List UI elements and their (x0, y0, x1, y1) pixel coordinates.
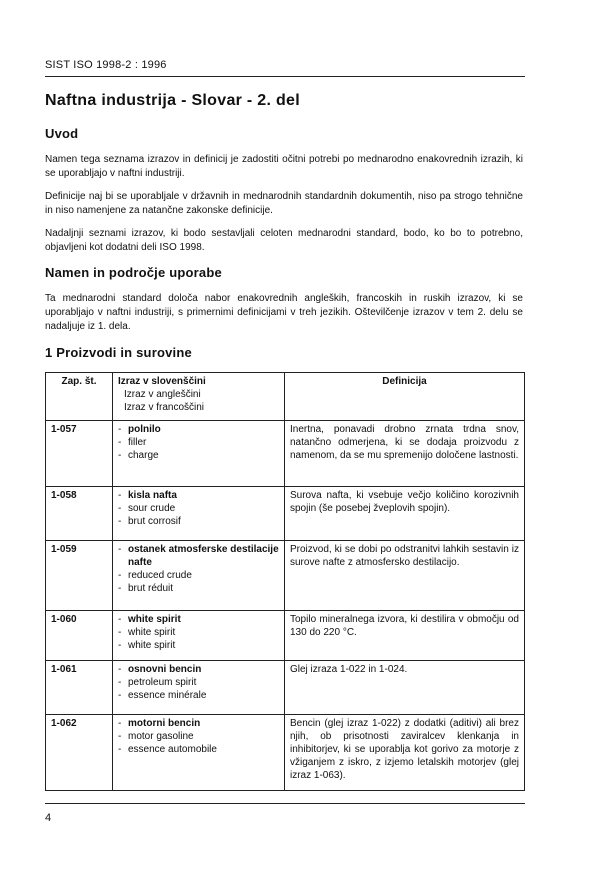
term-number: 1-058 (46, 487, 113, 541)
header-terms (113, 373, 285, 421)
term-english-line (118, 626, 279, 639)
term-definition: Topilo mineralnega izvora, ki destilira v območju od 130 do 220 °C. (285, 611, 525, 661)
term-number: 1-062 (46, 715, 113, 791)
term-slovenian: kisla nafta (128, 490, 177, 501)
terms-table (45, 372, 525, 791)
term-dash: - (118, 490, 122, 501)
table-row (46, 661, 525, 715)
header-term-sl: Izraz v slovenščini (118, 376, 206, 387)
intro-paragraph-3: Nadaljnji seznami izrazov, ki bodo sestavljali celoten mednarodni standard, bodo, ko bo to potrebno, objavljeni kot dodatni deli ISO 1998. (45, 228, 523, 253)
table-header-row (46, 373, 525, 421)
term-french: charge (128, 450, 159, 461)
term-slovenian: motorni bencin (128, 718, 201, 729)
term-french-line (118, 449, 279, 462)
term-dash: - (118, 614, 122, 625)
term-english: reduced crude (128, 570, 192, 581)
term-dash: - (118, 627, 122, 638)
term-english: white spirit (128, 627, 176, 638)
term-english-line (118, 436, 279, 449)
term-cell (113, 541, 285, 611)
term-french-line (118, 689, 279, 702)
footer-rule (45, 803, 525, 804)
term-dash: - (118, 516, 122, 527)
term-dash: - (118, 437, 122, 448)
term-dash: - (118, 450, 122, 461)
scope-paragraph: Ta mednarodni standard določa nabor enakovrednih angleških, francoskih in ruskih izrazov, ki se uporabljajo v naftni industriji, s primernimi definicijami v treh jezikih. Oštevilčenje izrazov v tem 2. delu se nadaljuje iz 1. dela. (45, 293, 523, 332)
term-english-line (118, 502, 279, 515)
document-header: SIST ISO 1998-2 : 1996 (45, 59, 167, 71)
term-slovenian-line (118, 423, 279, 436)
header-term-fr: Izraz v francoščini (124, 402, 205, 413)
term-french: white spirit (128, 640, 176, 651)
table-row (46, 487, 525, 541)
term-slovenian-line (118, 543, 279, 569)
term-slovenian-line (118, 663, 279, 676)
term-number: 1-060 (46, 611, 113, 661)
term-cell (113, 421, 285, 487)
term-english: motor gasoline (128, 731, 194, 742)
term-slovenian-line (118, 717, 279, 730)
intro-heading: Uvod (45, 126, 79, 141)
term-french: essence automobile (128, 744, 217, 755)
term-french-line (118, 639, 279, 652)
term-cell (113, 715, 285, 791)
term-english: filler (128, 437, 147, 448)
term-dash: - (118, 640, 122, 651)
term-french-line (118, 743, 279, 756)
term-number: 1-059 (46, 541, 113, 611)
term-number: 1-061 (46, 661, 113, 715)
section-heading: 1 Proizvodi in surovine (45, 345, 192, 360)
table-row (46, 421, 525, 487)
term-slovenian: white spirit (128, 614, 181, 625)
term-definition: Proizvod, ki se dobi po odstranitvi lahkih sestavin iz surove nafte z atmosfersko destilacijo. (285, 541, 525, 611)
table-row (46, 611, 525, 661)
term-dash: - (118, 544, 122, 555)
term-english-line (118, 676, 279, 689)
term-definition: Bencin (glej izraz 1-022) z dodatki (aditivi) ali brez njih, ob prisotnosti zaviralcev klenkanja in inhibitorjev, ki se uporablja kot gorivo za motorje z vžiganjem z iskro, z izjemo letalskih motorjev (glej izraz 1-063). (285, 715, 525, 791)
term-cell (113, 661, 285, 715)
header-definition: Definicija (285, 373, 525, 421)
term-slovenian: osnovni bencin (128, 664, 202, 675)
term-french-line (118, 515, 279, 528)
term-dash: - (118, 503, 122, 514)
term-cell (113, 487, 285, 541)
term-dash: - (118, 731, 122, 742)
term-cell (113, 611, 285, 661)
term-english: petroleum spirit (128, 677, 197, 688)
term-dash: - (118, 718, 122, 729)
term-french: brut corrosif (128, 516, 181, 527)
header-number: Zap. št. (46, 373, 113, 421)
term-french-line (118, 582, 279, 595)
term-dash: - (118, 424, 122, 435)
term-slovenian-line (118, 489, 279, 502)
page-number: 4 (45, 812, 52, 824)
term-definition: Glej izraza 1-022 in 1-024. (285, 661, 525, 715)
term-dash: - (118, 570, 122, 581)
term-french: essence minérale (128, 690, 207, 701)
term-english: sour crude (128, 503, 176, 514)
term-definition: Surova nafta, ki vsebuje večjo količino korozivnih spojin (še posebej žveplovih spojin). (285, 487, 525, 541)
table-row (46, 715, 525, 791)
term-dash: - (118, 677, 122, 688)
page-title: Naftna industrija - Slovar - 2. del (45, 92, 300, 109)
term-dash: - (118, 664, 122, 675)
scope-heading: Namen in področje uporabe (45, 265, 222, 280)
term-english-line (118, 730, 279, 743)
header-term-en: Izraz v angleščini (124, 389, 201, 400)
intro-paragraph-2: Definicije naj bi se uporabljale v državnih in mednarodnih standardnih dokumentih, niso pa strogo tehnične in niso namenjene za natančne zakonske definicije. (45, 191, 523, 216)
header-rule (45, 76, 525, 77)
term-dash: - (118, 744, 122, 755)
term-dash: - (118, 583, 122, 594)
term-slovenian-line (118, 613, 279, 626)
term-english-line (118, 569, 279, 582)
table-row (46, 541, 525, 611)
term-dash: - (118, 690, 122, 701)
term-definition: Inertna, ponavadi drobno zrnata trdna snov, natančno odmerjena, ki se dodaja proizvodu z namenom, da se mu spremenijo določene lastnosti. (285, 421, 525, 487)
term-slovenian: polnilo (128, 424, 161, 435)
intro-paragraph-1: Namen tega seznama izrazov in definicij je zadostiti očitni potrebi po mednarodno enakovrednih izrazih, ki se uporabljajo v naftni industriji. (45, 154, 523, 179)
term-number: 1-057 (46, 421, 113, 487)
term-french: brut réduit (128, 583, 174, 594)
term-slovenian: ostanek atmosferske destilacije nafte (128, 544, 279, 568)
